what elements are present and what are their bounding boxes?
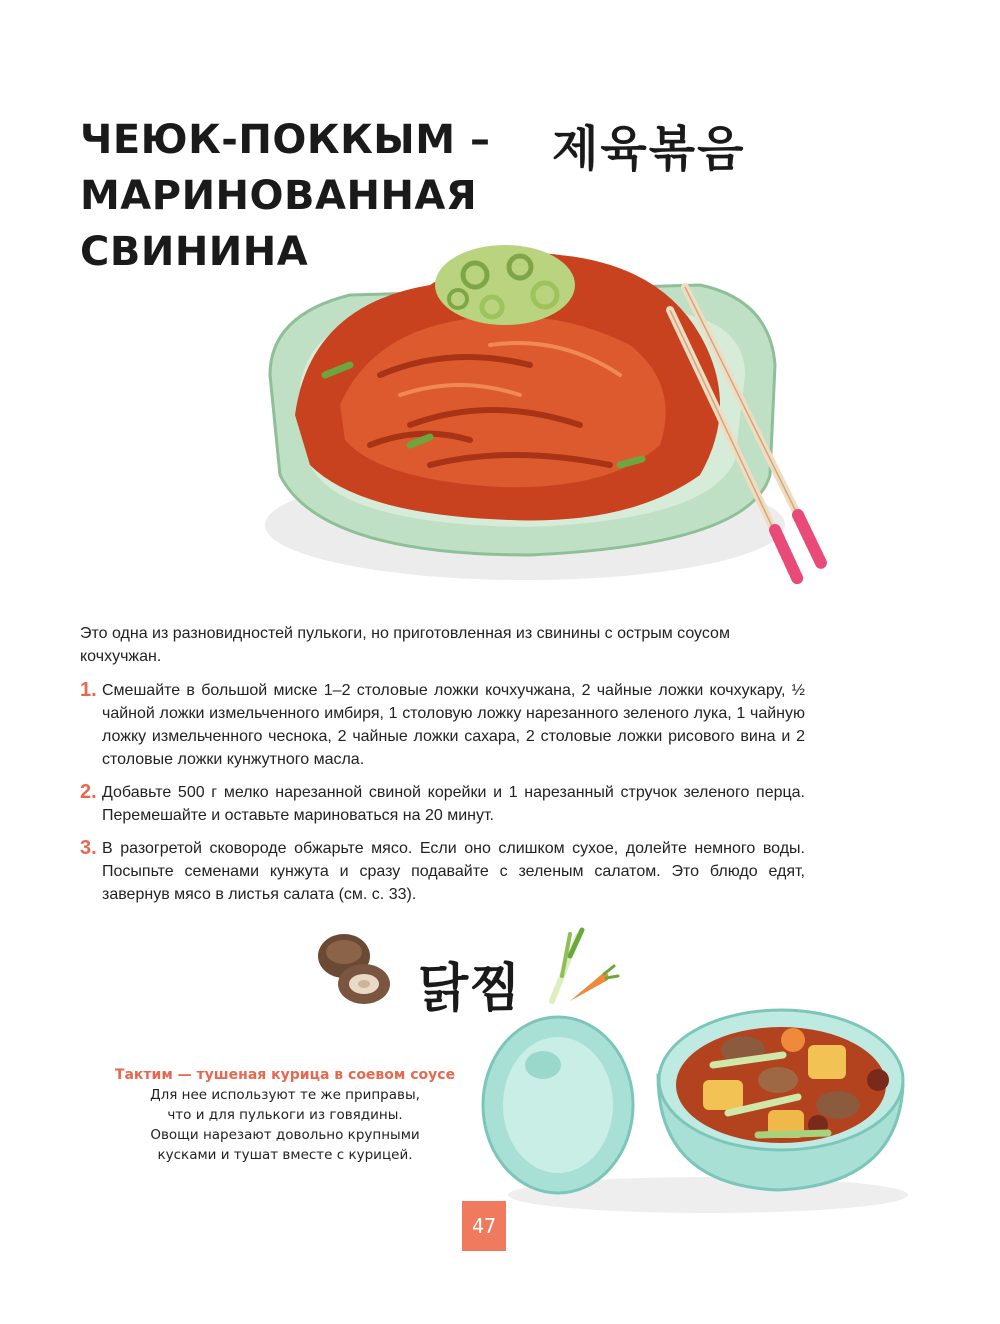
side-note-line: Овощи нарезают довольно крупными: [150, 1127, 420, 1143]
step-text: Смешайте в большой миске 1–2 столовые ложки кочхучжана, 2 чайные ложки кочхукару, ½ чайной ложки измельченного имбиря, 1 столовую ложку нарезанного зеленого лука, 1 чайную ложку измельченного чеснока, 2 чайные ложки сахара, 2 столовые ложки рисового вина и 2 столовые ложки кунжутного масла.: [102, 682, 805, 768]
recipe-steps: [80, 679, 805, 916]
side-note-line: что и для пулькоги из говядины.: [167, 1107, 403, 1123]
side-note-title: Тактим — тушеная курица в соевом соусе: [114, 1067, 456, 1083]
step-item: [80, 781, 805, 827]
korean-title: 제육볶음: [552, 121, 746, 177]
recipe-title-line2: МАРИНОВАННАЯ СВИНИНА: [80, 173, 478, 275]
step-text: В разогретой сковороде обжарьте мясо. Если оно слишком сухое, долейте немного воды. Посыпьте семенами кунжута и сразу подавайте с зеленым салатом. Это блюдо едят, завернув мясо в листья салата (см. с. 33).: [102, 840, 805, 903]
intro-text: Это одна из разновидностей пулькоги, но приготовленная из свинины с острым соусом кочхучжан.: [80, 625, 730, 665]
page-number: 47: [462, 1201, 506, 1251]
step-item: [80, 837, 805, 906]
mushroom-icon: [314, 926, 394, 1008]
side-note-line: кусками и тушат вместе с курицей.: [157, 1147, 413, 1163]
recipe-title-line1: ЧЕЮК-ПОККЫМ –: [80, 117, 491, 163]
side-note-body: [110, 1085, 460, 1165]
korean-subtitle: 닭찜: [418, 959, 523, 1019]
step-item: [80, 679, 805, 771]
step-number: 2.: [80, 781, 97, 803]
step-number: 3.: [80, 837, 97, 859]
step-text: Добавьте 500 г мелко нарезанной свиной корейки и 1 нарезанный стручок зеленого перца. Перемешайте и оставьте мариноваться на 20 минут.: [102, 784, 805, 824]
pork-dish-illustration: [230, 225, 880, 610]
braised-chicken-pot-illustration: [478, 985, 918, 1215]
side-note-line: Для нее используют те же приправы,: [150, 1087, 420, 1103]
step-number: 1.: [80, 679, 97, 701]
side-note: [110, 1065, 460, 1165]
